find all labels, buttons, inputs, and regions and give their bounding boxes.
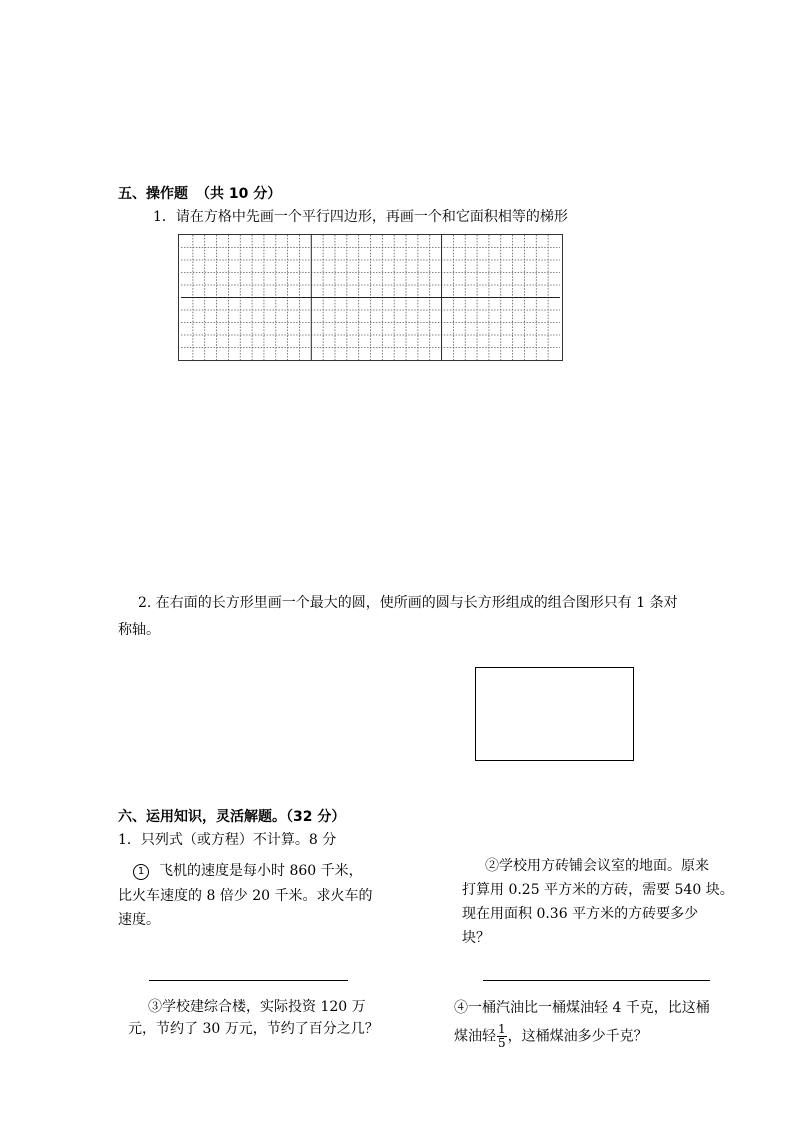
problem-2-line4: 块？: [462, 930, 490, 946]
problem-4-text-a: 煤油轻: [454, 1028, 496, 1045]
answer-line-left[interactable]: [149, 980, 348, 981]
problem-2-line2: 打算用 0.25 平方米的方砖，需要 540 块。: [462, 882, 734, 898]
problem-1-line3: 速度。: [118, 912, 160, 928]
problem-1-line1: [133, 862, 363, 880]
question-5-2-line1: 2. 在右面的长方形里画一个最大的圆，使所画的圆与长方形组成的组合图形只有 1 条对: [138, 595, 678, 611]
problem-1-text: 飞机的速度是每小时 860 千米，: [159, 863, 363, 879]
dotted-grid[interactable]: [178, 234, 563, 361]
fraction-numerator: 1: [498, 1022, 506, 1036]
section5-title: 五、操作题: [118, 186, 188, 202]
section5-score: （共 10 分）: [196, 186, 282, 202]
section5-heading: [118, 185, 281, 203]
fraction-one-fifth: [497, 1023, 507, 1050]
section6-title: 六、运用知识，灵活解题。（32 分）: [118, 809, 346, 825]
problem-3-line2: 元，节约了 30 万元，节约了百分之几？: [128, 1021, 379, 1037]
subsection-6-1: 1．只列式（或方程）不计算。8 分: [118, 832, 337, 848]
problem-4-line2: [454, 1023, 648, 1050]
question-5-2-line2: 称轴。: [118, 622, 160, 638]
circled-number-1: 1: [133, 864, 149, 880]
problem-1-line2: 比火车速度的 8 倍少 20 千米。求火车的: [118, 888, 373, 904]
problem-2-line3: 现在用面积 0.36 平方米的方砖要多少: [462, 906, 699, 922]
problem-4-line1: ④一桶汽油比一桶煤油轻 4 千克，比这桶: [454, 1000, 710, 1016]
problem-4-text-b: ，这桶煤油多少千克？: [507, 1028, 648, 1045]
problem-3-line1: ③学校建综合楼，实际投资 120 万: [148, 999, 366, 1015]
answer-line-right[interactable]: [483, 980, 710, 981]
fraction-denominator: 5: [498, 1036, 506, 1050]
question-5-1: 1．请在方格中先画一个平行四边形，再画一个和它面积相等的梯形: [153, 209, 568, 225]
problem-2-line1: ②学校用方砖铺会议室的地面。原来: [485, 858, 709, 874]
rectangle-figure[interactable]: [475, 667, 634, 761]
